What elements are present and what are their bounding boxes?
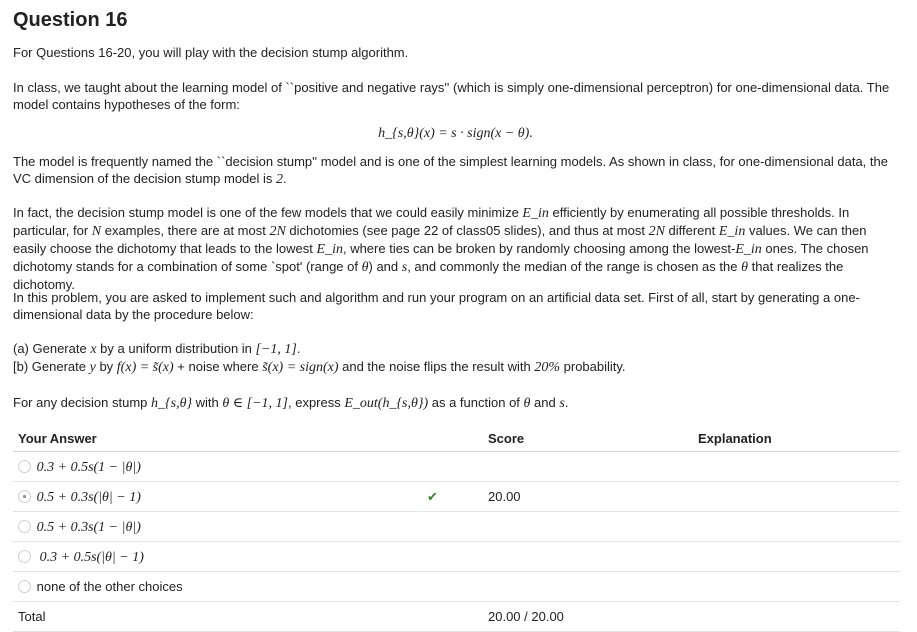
explanation-cell (693, 452, 900, 482)
explanation-cell (693, 542, 900, 572)
score-cell (483, 452, 693, 482)
explanation-cell (693, 512, 900, 542)
column-header-answer: Your Answer (13, 426, 483, 452)
answer-row (13, 452, 900, 482)
answer-option: 0.5 + 0.3s(1 − |θ|) (36, 519, 141, 535)
answer-row (13, 482, 900, 512)
score-cell (483, 542, 693, 572)
intro-paragraph: For Questions 16-20, you will play with the decision stump algorithm. (13, 45, 409, 60)
answer-radio[interactable] (18, 520, 31, 533)
answer-radio[interactable] (18, 550, 31, 563)
ein-paragraph: In fact, the decision stump model is one of the few models that we could easily minimize E_in efficiently by enumerating all possible thresholds. In particular, for N examples, there are at most 2N dichotomies (see page 22 of class05 slides), and thus at most 2N different E_in values. We can then easily choose the dichotomy that leads to the lowest E_in, where ties can be broken by randomly choosing among the lowest-E_in ones. The chosen dichotomy stands for a combination of some `spot' (range of θ) and s, and commonly the median of the range is chosen as the θ that realizes the dichotomy. (13, 205, 869, 292)
answer-radio[interactable] (18, 460, 31, 473)
correct-check-icon: ✔ (427, 489, 438, 504)
score-cell: 20.00 (483, 482, 693, 512)
procedure-steps (13, 340, 898, 376)
answer-row (13, 542, 900, 572)
answer-option: 0.3 + 0.5s(|θ| − 1) (39, 549, 144, 565)
vc-paragraph: The model is frequently named the ``decision stump'' model and is one of the simplest learning models. As shown in class, for one-dimensional data, the VC dimension of the decision stump model is 2. (13, 154, 888, 187)
answers-table (13, 426, 900, 632)
answer-row (13, 512, 900, 542)
score-cell (483, 572, 693, 602)
answer-option: 0.3 + 0.5s(1 − |θ|) (36, 459, 141, 475)
answer-option: none of the other choices (36, 579, 183, 594)
hypothesis-formula: h_{s,θ}(x) = s · sign(x − θ). (378, 126, 533, 141)
question-prompt: For any decision stump h_{s,θ} with θ ∈ [−1, 1], express E_out(h_{s,θ}) as a function of θ and s. (13, 395, 569, 411)
explanation-cell (693, 572, 900, 602)
model-paragraph: In class, we taught about the learning model of ``positive and negative rays'' (which is simply one-dimensional perceptron) for one-dimensional data. The model contains hypotheses of the form: (13, 80, 890, 112)
column-header-score: Score (483, 426, 693, 452)
procedure-paragraph: In this problem, you are asked to implement such and algorithm and run your program on an artificial data set. First of all, start by generating a one-dimensional data by the procedure below: (13, 290, 860, 322)
step-b: [b) Generate y by f(x) = s̃(x) + noise where s̃(x) = sign(x) and the noise flips the result with 20% probability. (13, 359, 626, 375)
answer-option: 0.5 + 0.3s(|θ| − 1) (36, 489, 141, 505)
explanation-cell (693, 482, 900, 512)
answer-row (13, 572, 900, 602)
answer-radio[interactable] (18, 580, 31, 593)
column-header-explanation: Explanation (693, 426, 900, 452)
total-row (13, 602, 900, 632)
step-a: (a) Generate x by a uniform distribution in [−1, 1]. (13, 341, 301, 357)
total-label: Total (13, 602, 483, 632)
page-title: Question 16 (13, 9, 128, 31)
answer-radio-selected[interactable] (18, 490, 31, 503)
total-score: 20.00 / 20.00 (483, 602, 693, 632)
table-header-row (13, 426, 900, 452)
score-cell (483, 512, 693, 542)
